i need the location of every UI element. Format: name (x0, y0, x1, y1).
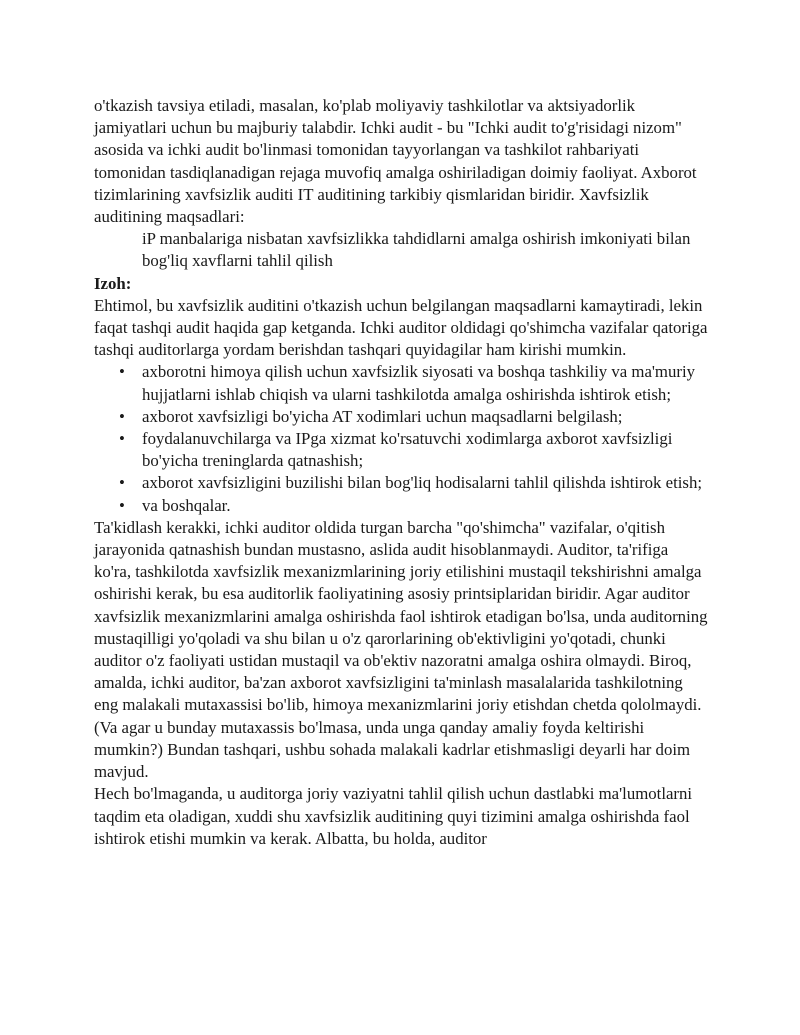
audit-goal-item: iP manbalariga nisbatan xavfsizlikka tahdidlarni amalga oshirish imkoniyati bilan bog'liq xavflarni tahlil qilish (142, 229, 691, 271)
list-item (94, 406, 708, 428)
paragraph-note: Ehtimol, bu xavfsizlik auditini o'tkazish uchun belgilangan maqsadlarni kamaytiradi, lekin faqat tashqi audit haqida gap ketganda. Ichki auditor oldidagi qo'shimcha vazifalar qatoriga tashqi auditorlarga yordam berishdan tashqari quyidagilar ham kirishi mumkin. (94, 295, 708, 360)
paragraph-main: Ta'kidlash kerakki, ichki auditor oldida turgan barcha "qo'shimcha" vazifalar, o'qitish jarayonida qatnashish bundan mustasno, aslida audit hisoblanmaydi. Auditor, ta'rifiga ko'ra, tashkilotda xavfsizlik mexanizmlarining joriy etilishini mustaqil tekshirishni amalga oshirishi kerak, bu esa auditorlik faoliyatining asosiy printsiplaridan biridir. Agar auditor xavfsizlik mexanizmlarini amalga oshirishda faol ishtirok etadigan bo'lsa, unda auditorning mustaqilligi yo'qoladi va shu bilan u o'z qarorlarining ob'ektivligini yo'qotadi, chunki auditor o'z faoliyati ustidan mustaqil va ob'ektiv nazoratni amalga oshira olmaydi. Biroq, amalda, ichki auditor, ba'zan axborot xavfsizligini ta'minlash masalalarida tashkilotning eng malakali mutaxassisi bo'lib, himoya mexanizmlarini joriy etishdan chetda qololmaydi. (Va agar u bunday mutaxassis bo'lmasa, unda unga qanday amaliy foyda keltirishi mumkin?) Bundan tashqari, ushbu sohada malakali kadrlar etishmasligi deyarli har doim mavjud. (94, 517, 708, 782)
bullet-marker: • (119, 406, 125, 426)
list-item-text: va boshqalar. (142, 495, 231, 515)
list-item-text: axborot xavfsizligi bo'yicha AT xodimlari uchun maqsadlarni belgilash; (142, 406, 623, 426)
list-item (94, 361, 708, 405)
bullet-marker: • (119, 429, 125, 449)
task-bullet-list (94, 361, 708, 516)
list-item (94, 428, 708, 472)
list-item-text: foydalanuvchilarga va IPga xizmat ko'rsatuvchi xodimlarga axborot xavfsizligi bo'yicha treninglarda qatnashish; (142, 429, 673, 471)
bullet-marker: • (119, 473, 125, 493)
bullet-marker: • (119, 362, 125, 382)
list-item-text: axborotni himoya qilish uchun xavfsizlik siyosati va boshqa tashkiliy va ma'muriy hujjatlarni ishlab chiqish va ularni tashkilotda amalga oshirishda ishtirok etish; (142, 362, 695, 404)
note-heading: Izoh: (94, 273, 132, 293)
list-item (94, 495, 708, 517)
bullet-marker: • (119, 495, 125, 515)
list-item-text: axborot xavfsizligini buzilishi bilan bog'liq hodisalarni tahlil qilishda ishtirok etish; (142, 473, 703, 493)
paragraph-last: Hech bo'lmaganda, u auditorga joriy vaziyatni tahlil qilish uchun dastlabki ma'lumotlarni taqdim eta oladigan, xuddi shu xavfsizlik auditining quyi tizimini amalga oshirishda faol ishtirok etishi mumkin va kerak. Albatta, bu holda, auditor (94, 784, 693, 848)
paragraph-intro: o'tkazish tavsiya etiladi, masalan, ko'plab moliyaviy tashkilotlar va aktsiyadorlik jamiyatlari uchun bu majburiy talabdir. Ichki audit - bu "Ichki audit to'g'risidagi nizom" asosida va ichki audit bo'linmasi tomonidan tayyorlangan va tashkilot rahbariyati tomonidan tasdiqlanadigan rejaga muvofiq amalga oshiriladigan doimiy faoliyat. Axborot tizimlarining xavfsizlik auditi IT auditining tarkibiy qismlaridan biridir. Xavfsizlik auditining maqsadlari: (94, 96, 697, 227)
list-item (94, 472, 708, 494)
